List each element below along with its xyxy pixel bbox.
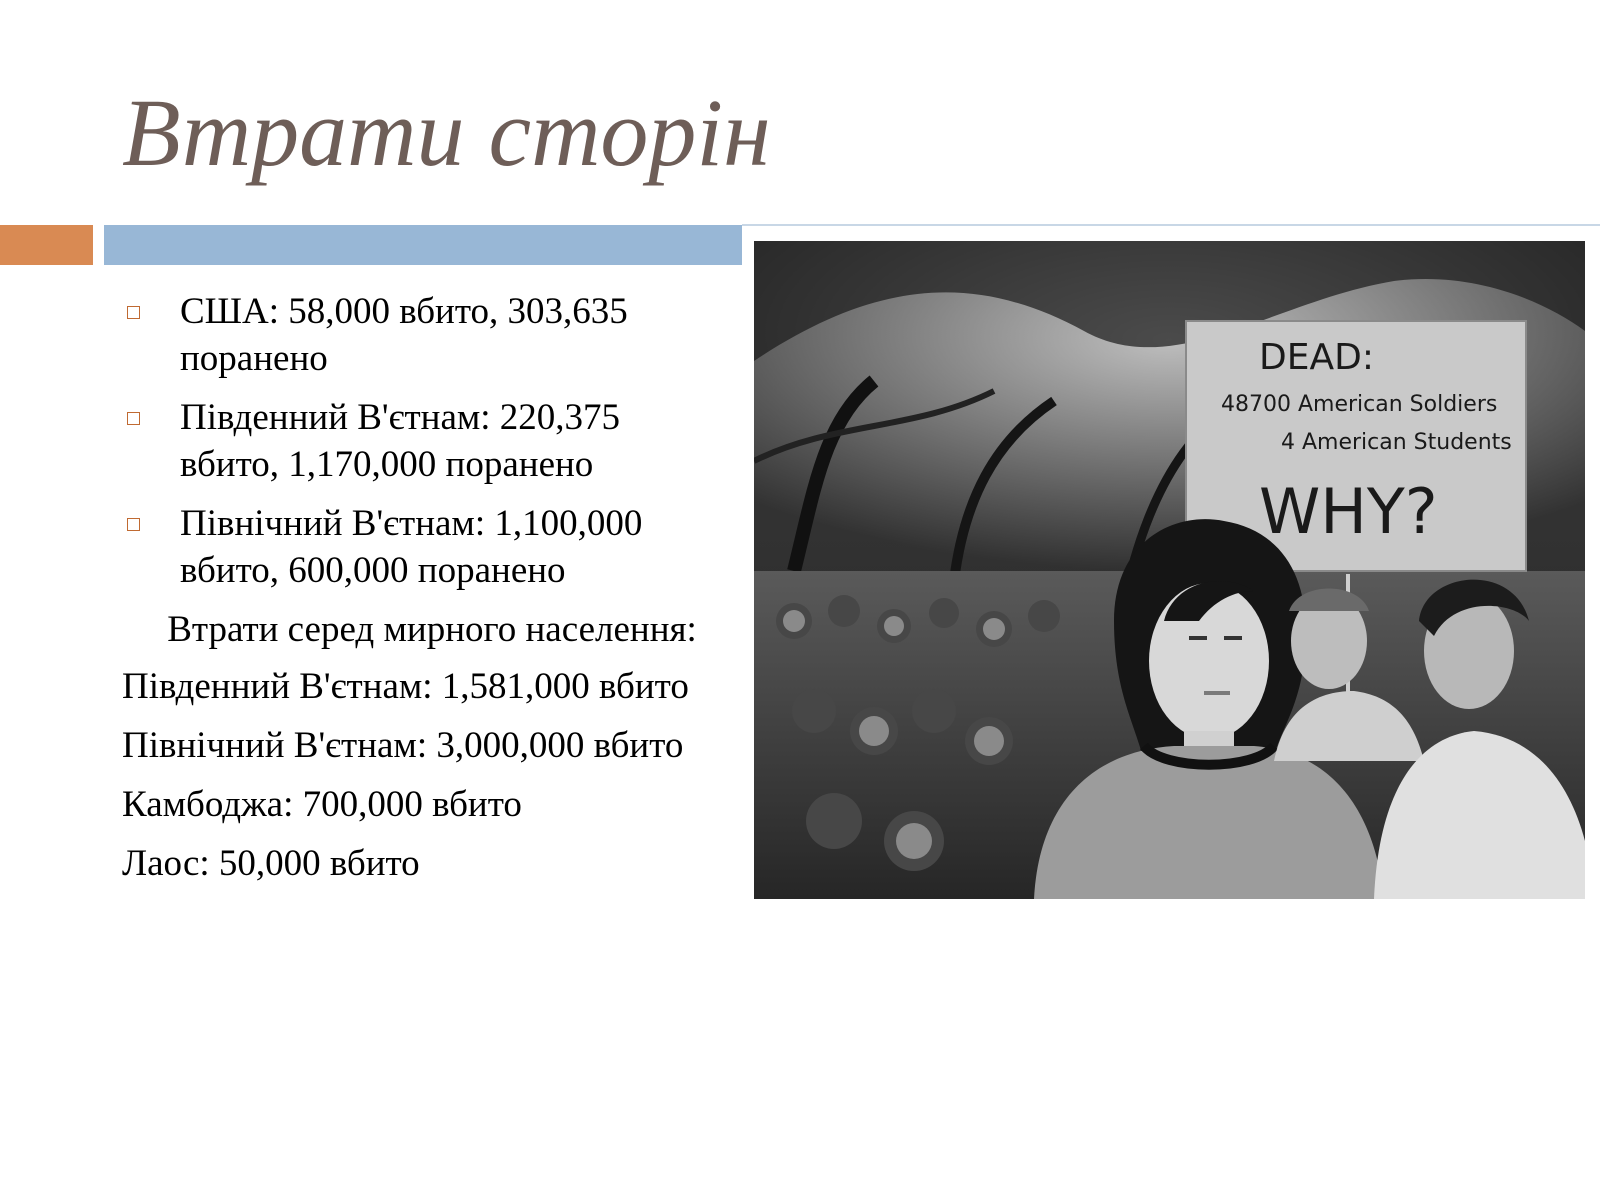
sign-text-why: WHY?: [1259, 475, 1438, 548]
accent-bar-blue: [104, 225, 742, 265]
civilian-losses-heading: Втрати серед мирного населення:: [167, 609, 697, 650]
slide-title: Втрати сторін: [122, 79, 771, 186]
list-item: [122, 394, 722, 488]
list-item: Лаос: 50,000 вбито: [122, 843, 420, 884]
list-item-text: Північний В'єтнам: 1,100,000 вбито, 600,000 поранено: [180, 503, 643, 591]
accent-bar-orange: [0, 225, 93, 265]
sign-text-soldiers: 48700 American Soldiers: [1221, 392, 1498, 417]
square-bullet-icon: [127, 412, 140, 425]
list-item: Північний В'єтнам: 3,000,000 вбито: [122, 725, 684, 766]
content-area: [122, 288, 722, 899]
list-item: Камбоджа: 700,000 вбито: [122, 784, 522, 825]
square-bullet-icon: [127, 306, 140, 319]
list-item-text: США: 58,000 вбито, 303,635 поранено: [180, 291, 628, 379]
divider-line: [742, 224, 1600, 226]
list-item: Південний В'єтнам: 1,581,000 вбито: [122, 666, 689, 707]
sign-text-dead: DEAD:: [1259, 337, 1374, 378]
square-bullet-icon: [127, 518, 140, 531]
military-losses-list: [122, 288, 722, 594]
civilian-losses-list: [122, 663, 722, 887]
list-item: [122, 500, 722, 594]
protest-photo-illustration: [754, 241, 1585, 899]
sign-text-students: 4 American Students: [1281, 430, 1512, 455]
protest-photo: [754, 241, 1585, 899]
list-item-text: Південний В'єтнам: 220,375 вбито, 1,170,000 поранено: [180, 397, 621, 485]
list-item: [122, 288, 722, 382]
